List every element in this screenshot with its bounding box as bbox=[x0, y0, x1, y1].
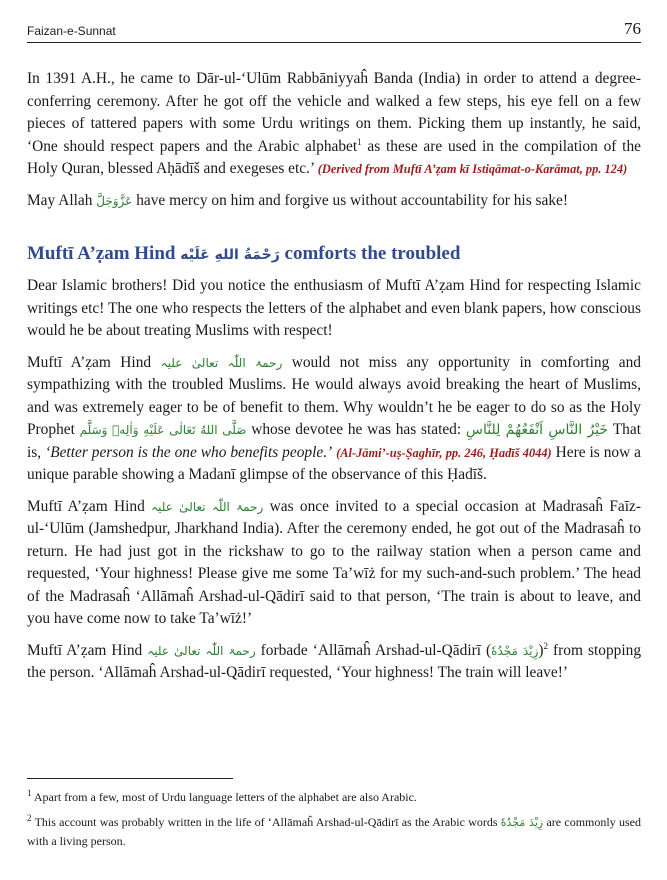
paragraph-4 bbox=[27, 352, 641, 487]
p1-text-1: In 1391 A.H., he came to Dār-ul-‘Ulūm Rabbāniyyaĥ Banda (India) in order to attend a degree-conferring ceremony. After he got off the vehicle and walked a few steps, his eye fell on a few pieces of tattered papers with some Urdu writings on them. Picking them up instantly, he said, ‘One should respect papers and the Arabic alphabet bbox=[27, 70, 641, 155]
citation-1: (Derived from Muftī A’ẓam kī Istiqāmat-o-Karāmat, pp. 124) bbox=[317, 162, 628, 176]
footnote-arabic: زِيْدَ مَجْدُهٗ bbox=[500, 816, 544, 829]
paragraph-3: Dear Islamic brothers! Did you notice the enthusiasm of Muftī A’ẓam Hind for respecting Islamic writings etc! The one who respects the letters of the alphabet and even blank papers, how conscious would he be about treating Muslims with respect! bbox=[27, 277, 641, 339]
footnote-1 bbox=[27, 788, 641, 807]
hadith-translation: ‘Better person is the one who benefits people.’ bbox=[45, 443, 333, 461]
footnote-text: are commonly used with a living person. bbox=[27, 815, 641, 848]
footnote-ref-2: 2 bbox=[543, 640, 549, 651]
p6-text-1: Muftī A’ẓam Hind bbox=[27, 641, 148, 659]
arabic-honorific: رحمۃ اللّٰہ تعالیٰ علیہ bbox=[151, 499, 264, 514]
heading-text-2: comforts the troubled bbox=[279, 243, 461, 264]
paragraph-2 bbox=[27, 190, 641, 213]
p4-text-3: whose devotee he was has stated: bbox=[246, 421, 466, 438]
p6-text-3: ) bbox=[538, 641, 544, 659]
arabic-honorific: رحمۃ اللّٰہ تعالیٰ علیہ bbox=[147, 643, 256, 658]
main-text bbox=[27, 68, 641, 694]
page-number: 76 bbox=[624, 19, 641, 38]
footnote-number: 1 bbox=[27, 788, 32, 798]
running-header bbox=[27, 18, 641, 43]
footnote-text: Apart from a few, most of Urdu language letters of the alphabet are also Arabic. bbox=[33, 790, 417, 804]
p4-text-6: Here is now a unique parable showing a Madanī glimpse of the observance of this Ḥadīš. bbox=[27, 443, 641, 483]
p4-text-4: That is, bbox=[27, 421, 641, 461]
heading-text-1: Muftī A’ẓam Hind bbox=[27, 243, 181, 264]
p1-text-2: as these are used in the compilation of the Holy Quran, blessed Aḥādīš and exegeses etc.’ bbox=[27, 137, 641, 177]
footnote-ref-1: 1 bbox=[357, 136, 362, 147]
paragraph-5 bbox=[27, 496, 641, 631]
arabic-honorific-living: زِيْدَ مَجْدُهٗ bbox=[491, 643, 539, 658]
footnote-divider bbox=[27, 778, 233, 779]
paragraph-6 bbox=[27, 640, 641, 685]
heading-arabic: رَحْمَةُ اللهِ عَلَيْه bbox=[180, 247, 280, 263]
citation-2: (Al-Jāmi’-uṣ-Ṣaghīr, pp. 246, Ḥadīš 4044) bbox=[336, 445, 552, 460]
book-title: Faizan-e-Sunnat bbox=[27, 24, 116, 38]
section-heading bbox=[27, 242, 641, 267]
p2-text-2: have mercy on him and forgive us without accountability for his sake! bbox=[132, 191, 569, 209]
paragraph-1 bbox=[27, 68, 641, 181]
p2-text-1: May Allah bbox=[27, 191, 97, 209]
p5-text-1: Muftī A’ẓam Hind bbox=[27, 497, 152, 515]
arabic-honorific: رحمۃ اللّٰہ تعالیٰ علیہ bbox=[160, 355, 283, 370]
p4-text-2: would not miss any opportunity in comforting and sympathizing with the troubled Muslims. He would always avoid breaking the heart of Muslims, and was extremely eager to be of benefit to them. Why wouldn’t he be eager to do so as the Holy Prophet bbox=[27, 353, 641, 438]
arabic-hadith: خَيْرُ النَّاسِ اَنْفَعُهُمْ لِلنَّاسِ bbox=[465, 422, 609, 438]
footnote-number: 2 bbox=[27, 813, 32, 823]
arabic-honorific: عَزَّوَجَلَّ bbox=[96, 193, 133, 208]
footnotes bbox=[27, 788, 641, 857]
p6-text-2: forbade ‘Allāmaĥ Arshad-ul-Qādirī ( bbox=[255, 641, 492, 659]
p5-text-2: was once invited to a special occasion at Madrasaĥ Faīz-ul-‘Ulūm (Jamshedpur, Jharkhand India). After the ceremony ended, he got out of the Madrasaĥ to return. He had just got in the rickshaw to go to the railway station when a person came and requested, ‘Your highness! Please give me some Ta’wīż for my such-and-such problem.’ The head of the Madrasaĥ ‘Allāmaĥ Arshad-ul-Qādirī said to that person, ‘The train is about to leave, and you have come now to take Ta’wīż!’ bbox=[27, 497, 641, 627]
arabic-salutation: صَلَّى اللهُ تَعَالٰى عَلَيْهِ وَاٰلِهٖ وَسَلَّم bbox=[79, 423, 247, 437]
footnote-text: This account was probably written in the life of ‘Allāmaĥ Arshad-ul-Qādirī as the Arabic words bbox=[34, 815, 501, 829]
p6-text-4: from stopping the person. ‘Allāmaĥ Arshad-ul-Qādirī requested, ‘Your highness! The train will leave!’ bbox=[27, 641, 642, 681]
p4-text-1: Muftī A’ẓam Hind bbox=[27, 353, 161, 371]
footnote-2 bbox=[27, 813, 641, 851]
